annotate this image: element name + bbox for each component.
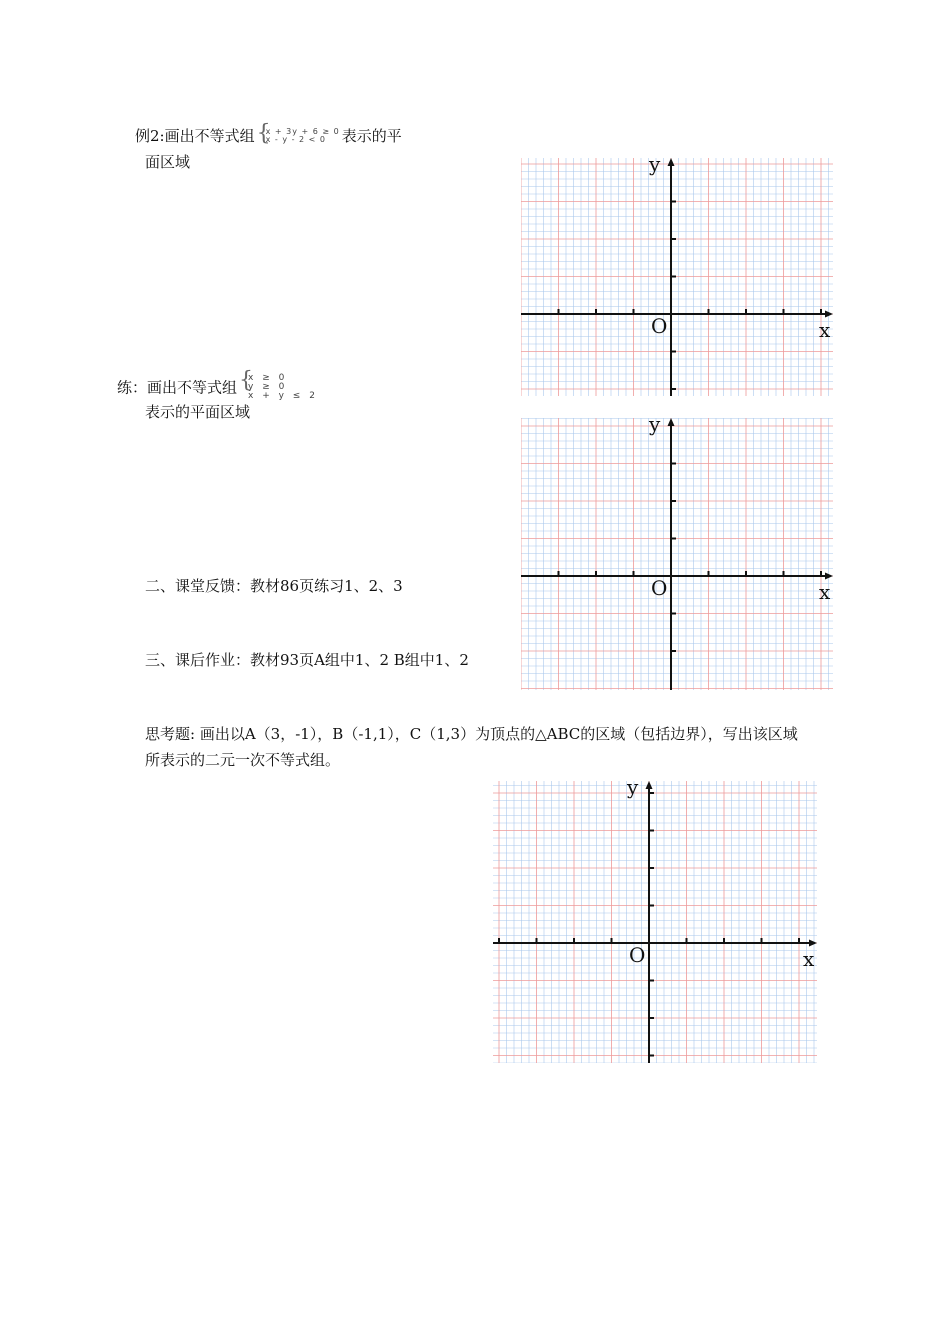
x-axis-label: x [803,947,815,971]
axes [521,422,829,690]
think-question-line2: 所表示的二元一次不等式组。 [145,751,341,769]
major-grid-lines [521,418,833,690]
origin-label: O [629,943,646,967]
x-axis-label: x [819,580,831,604]
practice-line2: 表示的平面区域 [145,403,251,421]
minor-grid-lines [521,418,833,690]
example2-inequality-system [256,121,340,147]
example2-prefix: 例2:画出不等式组 [135,127,255,145]
coordinate-grid-think [493,775,817,1063]
homework: 三、课后作业：教材93页A组中1、2 B组中1、2 [145,651,469,669]
grid-svg [521,418,833,690]
grid-svg [493,781,817,1063]
classroom-feedback: 二、课堂反馈：教材86页练习1、2、3 [145,577,403,595]
practice-ineq-3: x + y ≤ 2 [248,391,318,401]
example2-ineq-1: x + 3y + 6 ≥ 0 [265,127,340,136]
example2-line1 [135,121,402,147]
think-question-line1: 思考题: 画出以A（3，-1），B（-1,1），C（1,3）为顶点的△ABC的区域（包括边界），写出该区域 [145,725,798,743]
practice-line1 [117,368,320,403]
minor-grid-lines [493,781,817,1063]
example2-line2: 面区域 [145,153,191,171]
axes [521,162,829,396]
axis-arrows [668,418,834,580]
practice-ineq-2: y ≥ 0 [248,382,288,392]
coordinate-grid-example2 [521,152,833,396]
y-axis-label: y [649,152,661,176]
origin-label: O [651,576,668,600]
practice-inequality-system [239,368,318,403]
example2-ineq-2: x - y - 2 < 0 [265,135,326,144]
practice-ineq-1: x ≥ 0 [248,373,288,383]
origin-label: O [651,314,668,338]
axes [493,785,813,1063]
minor-grid-lines [521,158,833,396]
practice-prefix: 练：画出不等式组 [117,378,238,397]
y-axis-label: y [627,775,639,799]
x-axis-label: x [819,318,831,342]
major-grid-lines [521,158,833,396]
y-axis-label: y [649,412,661,436]
coordinate-grid-practice [521,412,833,690]
brace-icon: { [256,121,271,146]
grid-svg [521,158,833,396]
brace-icon: { [239,368,254,393]
example2-suffix: 表示的平 [341,127,402,145]
axis-arrows [668,158,834,318]
